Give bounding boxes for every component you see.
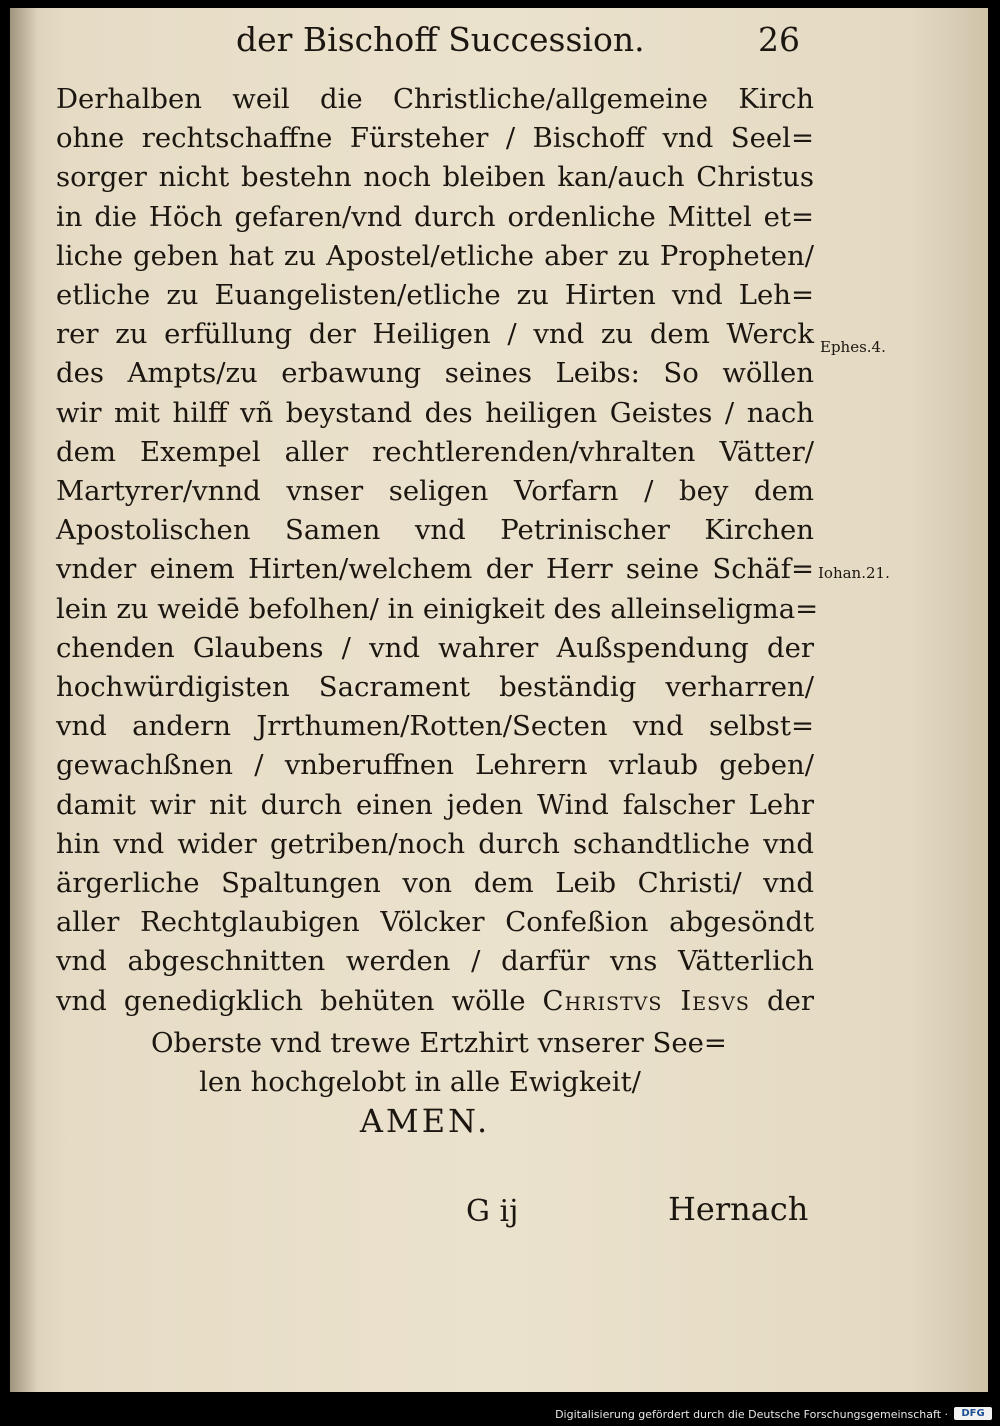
text-line: dem Exempel aller rechtlerenden/vhralten Vätter/ — [56, 435, 814, 468]
funding-credit: Digitalisierung gefördert durch die Deutsche Forschungsgemeinschaft · — [555, 1408, 948, 1421]
text-line: damit wir nit durch einen jeden Wind falscher Lehr — [56, 788, 814, 821]
text-line: ärgerliche Spaltungen von dem Leib Christi/ vnd — [56, 867, 814, 899]
text-line: Apostolischen Samen vnd Petrinischer Kirchen — [56, 514, 814, 547]
signature-mark: G ij — [466, 1194, 519, 1229]
margin-note-john: Iohan.21. — [818, 564, 890, 582]
text-line: vnder einem Hirten/welchem der Herr seine Schäf= — [56, 553, 814, 586]
closing-line: len hochgelobt in alle Ewigkeit/ — [199, 1066, 641, 1098]
margin-note-ephesians: Ephes.4. — [820, 338, 886, 356]
dfg-logo: DFG — [954, 1407, 992, 1420]
amen-line: AMEN. — [359, 1102, 491, 1140]
page-edge-shadow — [10, 8, 38, 1392]
text-line: ohne rechtschaffne Fürsteher / Bischoff vnd Seel= — [56, 122, 814, 155]
text-line: sorger nicht bestehn noch bleiben kan/auch Christus — [56, 161, 814, 194]
text-line: vnd andern Jrrthumen/Rotten/Secten vnd selbst= — [56, 710, 814, 743]
text-line: rer zu erfüllung der Heiligen / vnd zu dem Werck — [56, 318, 814, 351]
text-segment: vnd genedigklich behüten wölle — [56, 985, 543, 1017]
closing-line: Oberste vnd trewe Ertzhirt vnserer See= — [151, 1027, 727, 1059]
text-line: hin vnd wider getriben/noch durch schandtliche vnd — [56, 827, 814, 860]
catchword: Hernach — [668, 1190, 809, 1228]
text-line: Martyrer/vnnd vnser seligen Vorfarn / bey dem — [56, 475, 814, 507]
text-segment: der — [749, 985, 814, 1017]
text-line: etliche zu Euangelisten/etliche zu Hirten vnd Leh= — [56, 279, 814, 311]
text-line: lein zu weidē befolhen/ in einigkeit des alleinseligma= — [56, 592, 819, 625]
text-line: gewachßnen / vnberuffnen Lehrern vrlaub geben/ — [56, 749, 814, 782]
text-line: wir mit hilff vñ beystand des heiligen Geistes / nach — [56, 396, 814, 429]
text-line: Derhalben weil die Christliche/allgemeine Kirch — [56, 83, 814, 115]
text-line: liche geben hat zu Apostel/etliche aber zu Propheten/ — [56, 239, 814, 272]
running-head: der Bischoff Succession. — [236, 20, 645, 59]
text-line: des Ampts/zu erbawung seines Leibs: So wöllen — [56, 357, 814, 390]
text-line: hochwürdigisten Sacrament beständig verharren/ — [56, 671, 814, 703]
text-line-with-name — [56, 982, 814, 1020]
page-number: 26 — [758, 20, 800, 59]
text-line: aller Rechtglaubigen Völcker Confeßion abgesöndt — [56, 906, 814, 939]
text-line: chenden Glaubens / vnd wahrer Außspendung der — [56, 631, 814, 664]
text-line: in die Höch gefaren/vnd durch ordenliche Mittel et= — [56, 200, 814, 233]
text-line: vnd abgeschnitten werden / darfür vns Vätterlich — [56, 945, 814, 978]
christ-name-small-caps: Christvs Iesvs — [542, 985, 750, 1017]
